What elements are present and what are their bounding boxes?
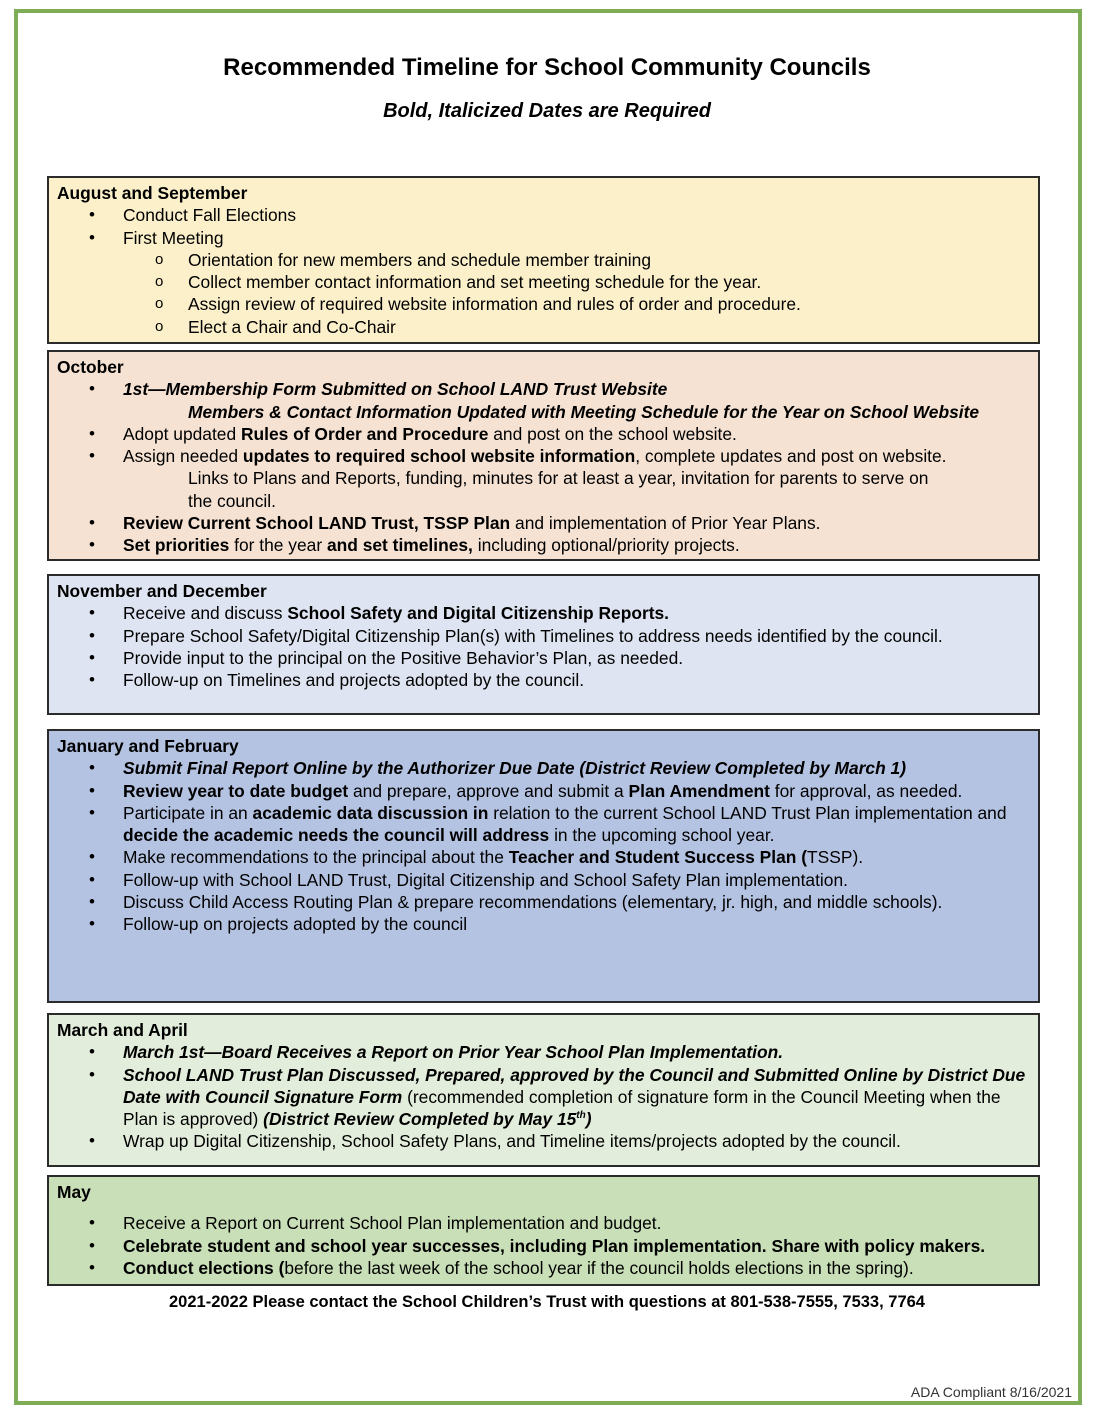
list-item xyxy=(57,846,1032,868)
list-item-continuation xyxy=(57,401,1032,423)
list-item xyxy=(57,602,1032,624)
item-text: Conduct Fall Elections xyxy=(123,205,297,226)
list-item xyxy=(57,891,1032,913)
list-item xyxy=(57,669,1032,691)
item-list xyxy=(57,204,1032,338)
page-title: Recommended Timeline for School Community Councils xyxy=(223,54,871,81)
item-text-bold: Plan Amendment xyxy=(628,780,770,801)
list-item xyxy=(57,512,1032,534)
list-item xyxy=(57,869,1032,891)
sub-list-item xyxy=(57,316,1032,338)
section-heading: January and February xyxy=(57,736,239,756)
section-january-february xyxy=(47,729,1040,1003)
list-item xyxy=(57,378,1032,400)
item-text-bold: Celebrate student and school year successes, including Plan implementation. Share with policy makers. xyxy=(123,1235,986,1256)
item-text-bold: Conduct elections ( xyxy=(123,1257,285,1278)
list-item-continuation xyxy=(57,490,1032,512)
item-text: 1st—Membership Form Submitted on School LAND Trust Website xyxy=(123,379,668,400)
item-text: (recommended completion of signature form in the Council Meeting when the Plan is approved) xyxy=(123,1086,1001,1130)
item-text: Discuss Child Access Routing Plan & prepare recommendations (elementary, jr. high, and middle schools). xyxy=(123,892,943,913)
list-item xyxy=(57,423,1032,445)
section-heading: August and September xyxy=(57,183,248,203)
list-item xyxy=(57,625,1032,647)
section-heading: October xyxy=(57,357,124,377)
item-text: the council. xyxy=(188,490,276,511)
section-heading: May xyxy=(57,1182,91,1202)
list-item xyxy=(57,534,1032,556)
list-item xyxy=(57,227,1032,249)
item-text: Make recommendations to the principal about the xyxy=(123,847,509,868)
section-october xyxy=(47,350,1040,561)
item-list xyxy=(57,602,1032,691)
item-text-bold: decide the academic needs the council will address xyxy=(123,825,550,846)
item-text: TSSP). xyxy=(807,847,864,868)
list-item xyxy=(57,757,1032,779)
item-text-bold-italic: ) xyxy=(585,1109,592,1130)
ordinal-superscript: th xyxy=(576,1110,586,1122)
item-text: Adopt updated xyxy=(123,423,241,444)
item-text-bold: School Safety and Digital Citizenship Reports. xyxy=(287,603,670,624)
section-heading: March and April xyxy=(57,1020,188,1040)
item-text: Elect a Chair and Co-Chair xyxy=(188,316,396,337)
item-text: Participate in an xyxy=(123,802,253,823)
item-text: Submit Final Report Online by the Authorizer Due Date (District Review Completed by March 1) xyxy=(123,758,907,779)
item-text: before the last week of the school year if the council holds elections in the spring). xyxy=(284,1257,914,1278)
item-text: Provide input to the principal on the Positive Behavior’s Plan, as needed. xyxy=(123,647,684,668)
item-text: Follow-up on Timelines and projects adopted by the council. xyxy=(123,670,585,691)
item-text: including optional/priority projects. xyxy=(472,535,740,556)
ada-compliance-note: ADA Compliant 8/16/2021 xyxy=(910,1384,1072,1400)
list-item xyxy=(57,1041,1032,1063)
item-text: in the upcoming school year. xyxy=(549,825,775,846)
item-text: Assign needed xyxy=(123,446,243,467)
list-item-continuation xyxy=(57,467,1032,489)
item-text-bold: updates to required school website information xyxy=(242,446,636,467)
item-text: Follow-up with School LAND Trust, Digital Citizenship and School Safety Plan implementation. xyxy=(123,869,848,890)
item-text: Collect member contact information and set meeting schedule for the year. xyxy=(188,272,762,293)
item-text: Receive and discuss xyxy=(123,603,288,624)
page-subtitle: Bold, Italicized Dates are Required xyxy=(383,100,711,122)
item-text: Prepare School Safety/Digital Citizenship Plan(s) with Timelines to address needs identified by the council. xyxy=(123,625,943,646)
item-text-bold: Review year to date budget xyxy=(123,780,349,801)
sub-list-item xyxy=(57,293,1032,315)
item-text-bold: Rules of Order and Procedure xyxy=(240,423,489,444)
section-march-april xyxy=(47,1013,1040,1167)
list-item xyxy=(57,647,1032,669)
item-text: and prepare, approve and submit a xyxy=(348,780,629,801)
item-list xyxy=(57,1212,1032,1279)
section-august-september xyxy=(47,176,1040,344)
item-text: for the year xyxy=(229,535,327,556)
item-text-bold-italic: School LAND Trust Plan Discussed, Prepared, approved by the Council and Submitted Online by District Due Date with Council Signature Form xyxy=(123,1064,1026,1107)
section-heading: November and December xyxy=(57,581,267,601)
item-text: Links to Plans and Reports, funding, minutes for at least a year, invitation for parents to serve on xyxy=(188,468,929,489)
list-item xyxy=(57,1257,1032,1279)
item-text: First Meeting xyxy=(123,227,224,248)
list-item xyxy=(57,1235,1032,1257)
item-text: relation to the current School LAND Trust Plan implementation and xyxy=(488,802,1007,823)
item-text-bold: Set priorities xyxy=(123,535,230,556)
item-list xyxy=(57,1041,1032,1152)
item-text: March 1st—Board Receives a Report on Prior Year School Plan Implementation. xyxy=(123,1042,784,1063)
section-may xyxy=(47,1175,1040,1286)
item-text: Assign review of required website information and rules of order and procedure. xyxy=(188,294,801,315)
item-text: and post on the school website. xyxy=(488,423,737,444)
item-text: for approval, as needed. xyxy=(769,780,963,801)
list-item xyxy=(57,1212,1032,1234)
list-item xyxy=(57,913,1032,935)
list-item xyxy=(57,204,1032,226)
item-text: Orientation for new members and schedule member training xyxy=(188,249,652,270)
item-list xyxy=(57,757,1032,935)
item-text: Follow-up on projects adopted by the council xyxy=(123,914,468,935)
sub-list-item xyxy=(57,249,1032,271)
item-text: and implementation of Prior Year Plans. xyxy=(510,513,821,534)
item-text: Receive a Report on Current School Plan implementation and budget. xyxy=(123,1213,662,1234)
list-item xyxy=(57,445,1032,467)
list-item xyxy=(57,802,1032,847)
item-text: Members & Contact Information Updated with Meeting Schedule for the Year on School Website xyxy=(188,401,980,422)
item-list xyxy=(57,378,1032,556)
item-text-bold: Review Current School LAND Trust, TSSP Plan xyxy=(123,513,511,534)
item-text-bold: academic data discussion in xyxy=(252,802,489,823)
item-text: , complete updates and post on website. xyxy=(635,446,947,467)
contact-note: 2021-2022 Please contact the School Children’s Trust with questions at 801-538-7555, 7533, 7764 xyxy=(169,1293,925,1311)
item-text-bold-italic: (District Review Completed by May 15 xyxy=(263,1109,577,1130)
list-item xyxy=(57,780,1032,802)
sub-list-item xyxy=(57,271,1032,293)
item-text-bold: Teacher and Student Success Plan ( xyxy=(508,847,808,868)
item-text: Wrap up Digital Citizenship, School Safety Plans, and Timeline items/projects adopted by the council. xyxy=(123,1131,901,1152)
list-item xyxy=(57,1064,1032,1131)
item-text-bold: and set timelines, xyxy=(326,535,473,556)
section-november-december xyxy=(47,574,1040,715)
list-item xyxy=(57,1130,1032,1152)
